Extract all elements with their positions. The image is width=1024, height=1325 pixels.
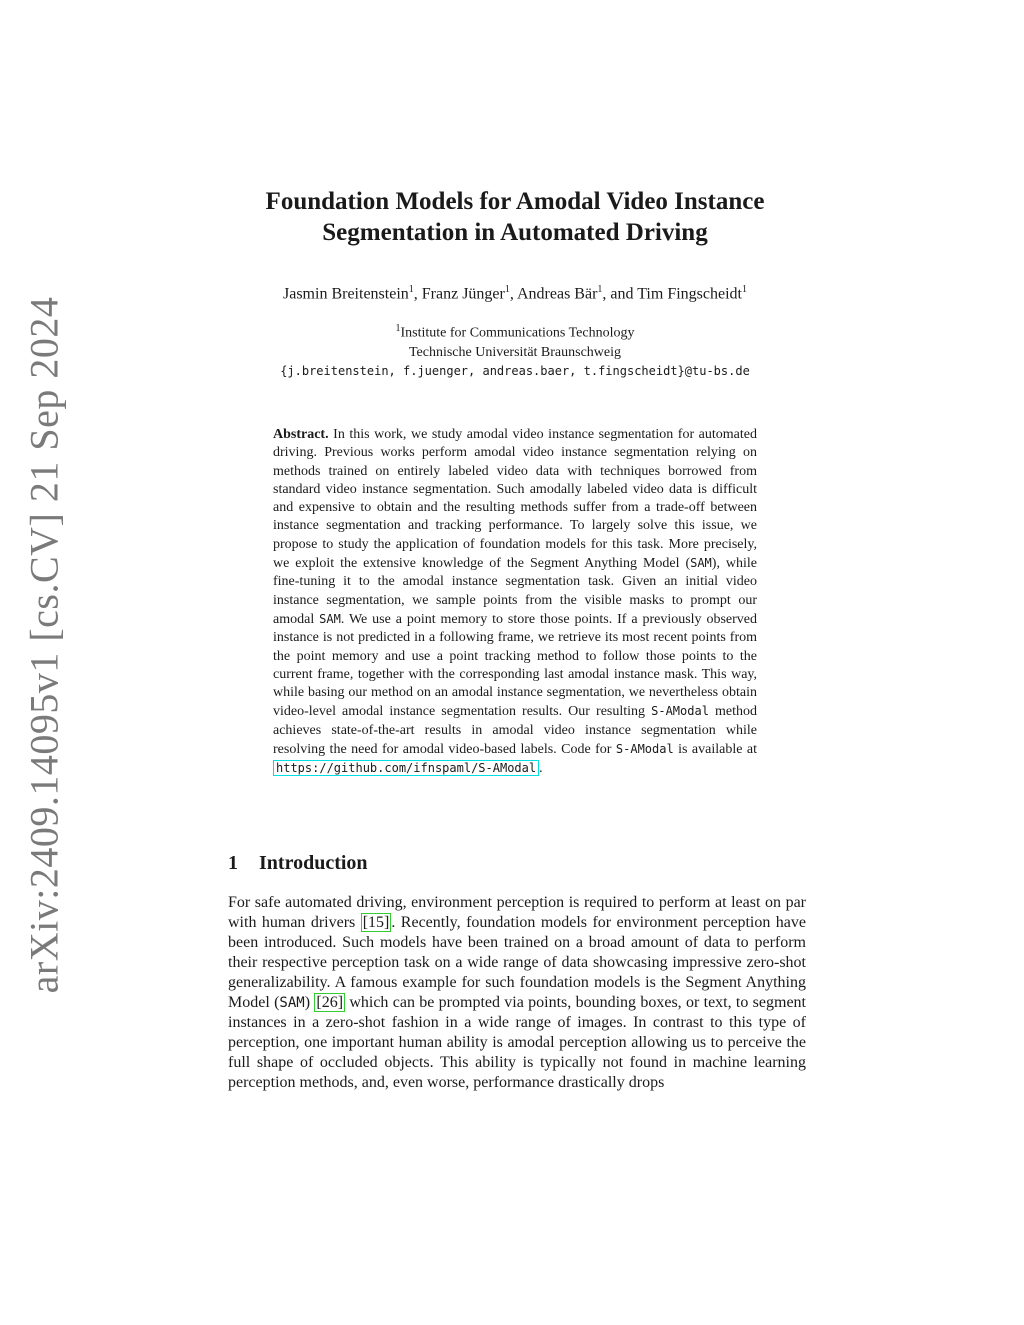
abstract-text: method achieves state-of-the-art results in amodal video instance segmentation while resolving the need for amodal video-based labels. Code for xyxy=(273,704,758,758)
affiliation-block xyxy=(222,319,808,381)
abstract xyxy=(273,426,757,779)
author-affil-mark: 1 xyxy=(408,284,414,295)
institute-name: Institute for Communications Technology xyxy=(400,325,635,341)
method-name: S-AModal xyxy=(615,742,674,757)
author-name: Andreas Bär xyxy=(516,285,598,303)
author-affil-mark: 1 xyxy=(597,284,603,295)
title-line-2: Segmentation in Automated Driving xyxy=(322,219,708,246)
citation-link[interactable]: [15] xyxy=(362,914,390,931)
author-affil-mark: 1 xyxy=(741,284,747,295)
abstract-label: Abstract. xyxy=(273,427,329,442)
sam-acronym: SAM xyxy=(690,556,712,571)
author-separator: , xyxy=(509,285,517,303)
method-name: S-AModal xyxy=(651,704,709,719)
sam-acronym: SAM xyxy=(319,611,341,626)
section-heading xyxy=(228,852,808,875)
author-separator: , and xyxy=(602,285,638,303)
citation-link[interactable]: [26] xyxy=(316,994,344,1011)
abstract-text: is available at xyxy=(673,742,758,758)
author-name: Tim Fingscheidt xyxy=(637,285,742,303)
author-name: Franz Jünger xyxy=(421,285,505,303)
sam-acronym: SAM xyxy=(279,995,305,1011)
author-list xyxy=(200,284,830,303)
abstract-text: In this work, we study amodal video instance segmentation for automated driving. Previous works perform amodal video instance segmentation relying on methods trained on entirely labeled video data with techniques borrowed from standard video instance segmentation. Such amodally labeled video data is difficult and expensive to obtain and the resulting methods suffer from a trade-off between instance segmentation and tracking performance. To largely solve this issue, we propose to study the application of foundation models for this task. More precisely, we exploit the extensive knowledge of the Segment Anything Model ( xyxy=(273,427,757,572)
abstract-text: . xyxy=(539,761,543,777)
author-emails: {j.breitenstein, f.juenger, andreas.baer, t.fingscheidt}@tu-bs.de xyxy=(280,363,750,378)
section-title: Introduction xyxy=(259,852,368,874)
introduction-paragraph xyxy=(228,893,806,1093)
author-separator: , xyxy=(413,285,422,303)
intro-text: ) xyxy=(304,994,315,1011)
intro-text: . Recently, foundation models for environment perception have been introduced. Such models have been trained on a broad amount of data to perform their respective perception task on a wide range of data showcasing impressive zero-shot generalizability. A famous example for such foundation models is the Segment Anything Model ( xyxy=(228,914,806,1011)
paper-title xyxy=(222,186,808,248)
intro-text: which can be prompted via points, bounding boxes, or text, to segment instances in a zero-shot fashion in a wide range of images. In contrast to this type of perception, one important human ability is amodal perception allowing us to perceive the full shape of occluded objects. This ability is typically not found in machine learning perception methods, and, even worse, performance drastically drops xyxy=(228,994,807,1091)
section-number: 1 xyxy=(228,852,238,874)
title-line-1: Foundation Models for Amodal Video Instance xyxy=(265,188,765,215)
intro-text: For safe automated driving, environment perception is required to perform at least on par with human drivers xyxy=(228,894,806,931)
affil-mark: 1 xyxy=(395,323,401,334)
abstract-text: ), while fine-tuning it to the amodal instance segmentation task. Given an initial video instance segmentation, we sample points from the visible masks to prompt our amodal xyxy=(273,556,758,627)
university-name: Technische Universität Braunschweig xyxy=(408,344,622,360)
abstract-text: . We use a point memory to store those points. If a previously observed instance is not predicted in a following frame, we retrieve its most recent points from the point memory and use a point tracking method to follow those points to the current frame, together with the corresponding last amodal instance mask. This way, while basing our method on an amodal instance segmentation, we nevertheless obtain video-level amodal instance segmentation results. Our resulting xyxy=(273,611,757,720)
author-affil-mark: 1 xyxy=(504,284,510,295)
code-repository-link[interactable]: https://github.com/ifnspaml/S-AModal xyxy=(273,760,539,776)
arxiv-identifier: arXiv:2409.14095v1 [cs.CV] 21 Sep 2024 xyxy=(21,296,67,994)
author-name: Jasmin Breitenstein xyxy=(283,285,409,303)
